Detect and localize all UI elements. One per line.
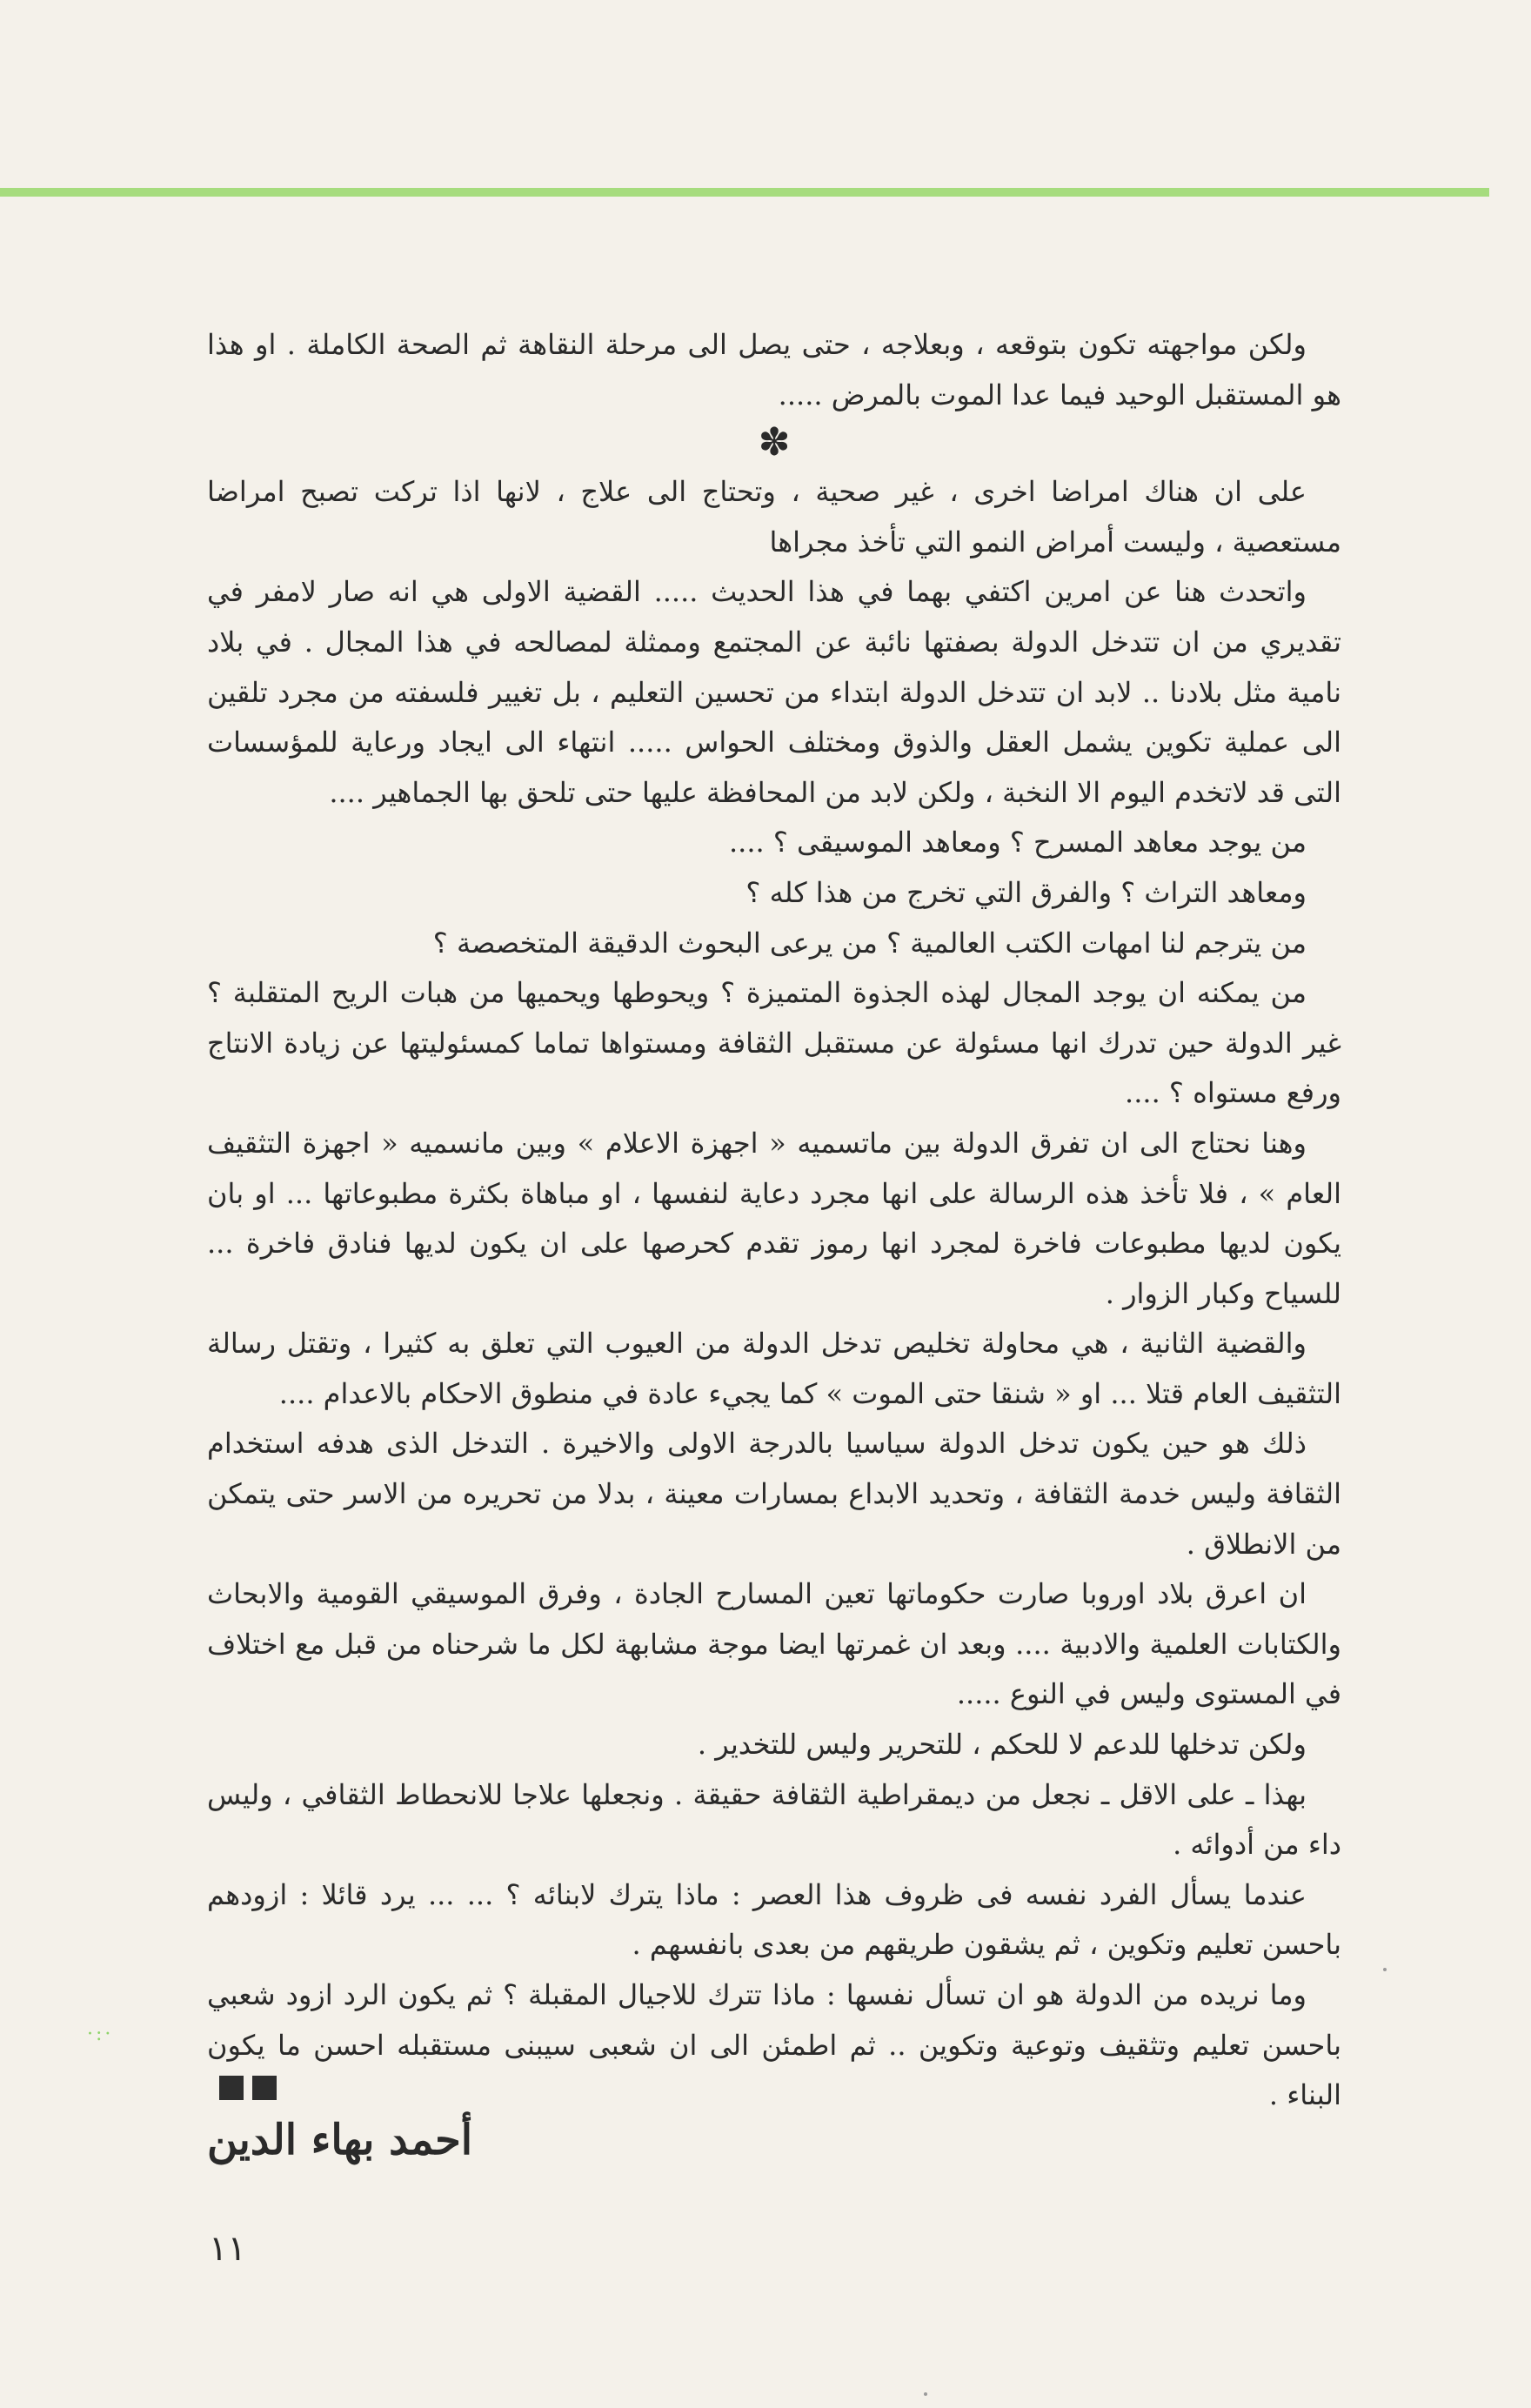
paragraph: عندما يسأل الفرد نفسه فى ظروف هذا العصر : ماذا يترك لابنائه ؟ ... ... يرد قائلا : ازودهم باحسن تعليم وتكوين ، ثم يشقون طريقهم من بعدى بانفسهم . xyxy=(207,1877,1341,1962)
end-square xyxy=(252,2076,277,2100)
paragraph: ذلك هو حين يكون تدخل الدولة سياسيا بالدرجة الاولى والاخيرة . التدخل الذى هدفه استخدام الثقافة وليس خدمة الثقافة ، وتحديد الابداع بمسارات معينة ، بدلا من تحريره من الاسر حتى يتمكن من الانطلاق . xyxy=(207,1427,1341,1561)
paragraph: واتحدث هنا عن امرين اكتفي بهما في هذا الحديث ..... القضية الاولى هي انه صار لامفر في تقديري من ان تتدخل الدولة بصفتها نائبة عن المجتمع وممثلة لمصالحه في هذا المجال . في بلاد نامية مثل بلادنا .. لابد ان تتدخل الدولة ابتداء من تحسين التعليم ، بل تغيير فلسفته من مجرد تلقين الى عملية تكوين يشمل العقل والذوق ومختلف الحواس ..... انتهاء الى ايجاد ورعاية للمؤسسات التى قد لاتخدم اليوم الا النخبة ، ولكن لابد من المحافظة عليها حتى تلحق بها الجماهير .... xyxy=(207,575,1342,809)
page-number: ١١ xyxy=(209,2229,246,2269)
paragraph: والقضية الثانية ، هي محاولة تخليص تدخل الدولة من العيوب التي تعلق به كثيرا ، وتقتل رسالة التثقيف العام قتلا ... او « شنقا حتى الموت » كما يجيء عادة في منطوق الاحكام بالاعدام .... xyxy=(207,1327,1341,1410)
paragraph: على ان هناك امراضا اخرى ، غير صحية ، وتحتاج الى علاج ، لانها اذا تركت تصبح امراضا مستعصية ، وليست أمراض النمو التي تأخذ مجراها xyxy=(207,475,1341,559)
paragraph: من يمكنه ان يوجد المجال لهذه الجذوة المتميزة ؟ ويحوطها ويحميها من هبات الريح المتقلبة ؟ غير الدولة حين تدرك انها مسئولة عن مستقبل الثقافة ومستواها تماما كمسئوليتها عن زيادة الانتاج ورفع مستواه ؟ .... xyxy=(207,976,1341,1110)
paragraph: من يوجد معاهد المسرح ؟ ومعاهد الموسيقى ؟ .... xyxy=(729,826,1307,860)
paragraph: وهنا نحتاج الى ان تفرق الدولة بين ماتسميه « اجهزة الاعلام » وبين مانسميه « اجهزة التثقيف العام » ، فلا تأخذ هذه الرسالة على انها مجرد دعاية لنفسها ، او مباهاة بكثرة مطبوعاتها ... او بان يكون لديها مطبوعات فاخرة لمجرد انها رموز تقدم كحرصها على ان يكون لديها فنادق فاخرة ... للسياح وكبار الزوار . xyxy=(207,1126,1341,1310)
paragraph: وما نريده من الدولة هو ان تسأل نفسها : ماذا تترك للاجيال المقبلة ؟ ثم يكون الرد ازود شعبي باحسن تعليم وتثقيف وتوعية وتكوين .. ثم اطمئن الى ان شعبى سيبنى مستقبله احسن ما يكون البناء . xyxy=(207,1978,1341,2112)
paragraph: بهذا ـ على الاقل ـ نجعل من ديمقراطية الثقافة حقيقة . ونجعلها علاجا للانحطاط الثقافي ، وليس داء من أدوائه . xyxy=(207,1777,1341,1862)
paragraph: ولكن مواجهته تكون بتوقعه ، وبعلاجه ، حتى يصل الى مرحلة النقاهة ثم الصحة الكاملة . او هذا هو المستقبل الوحيد فيما عدا الموت بالمرض ..... xyxy=(207,328,1341,411)
top-green-rule xyxy=(0,188,1489,197)
section-asterisk: ✽ xyxy=(758,420,791,465)
end-square xyxy=(219,2076,244,2100)
margin-green-dots: ·:· xyxy=(87,2023,114,2045)
end-of-article-mark xyxy=(219,2076,289,2100)
paper-speck xyxy=(924,2392,927,2396)
article-body xyxy=(207,320,1341,2121)
paper-speck xyxy=(1383,1968,1387,1971)
paragraph: ومعاهد التراث ؟ والفرق التي تخرج من هذا كله ؟ xyxy=(745,875,1307,909)
paragraph: من يترجم لنا امهات الكتب العالمية ؟ من يرعى البحوث الدقيقة المتخصصة ؟ xyxy=(432,926,1307,960)
author-signature: أحمد بهاء الدين xyxy=(207,2116,473,2164)
paragraph: ولكن تدخلها للدعم لا للحكم ، للتحرير وليس للتخدير . xyxy=(697,1728,1307,1762)
paragraph: ان اعرق بلاد اوروبا صارت حكوماتها تعين المسارح الجادة ، وفرق الموسيقي القومية والابحاث والكتابات العلمية والادبية .... وبعد ان غمرتها ايضا موجة مشابهة لكل ما شرحناه من قبل مع اختلاف في المستوى وليس في النوع ..... xyxy=(207,1577,1341,1711)
